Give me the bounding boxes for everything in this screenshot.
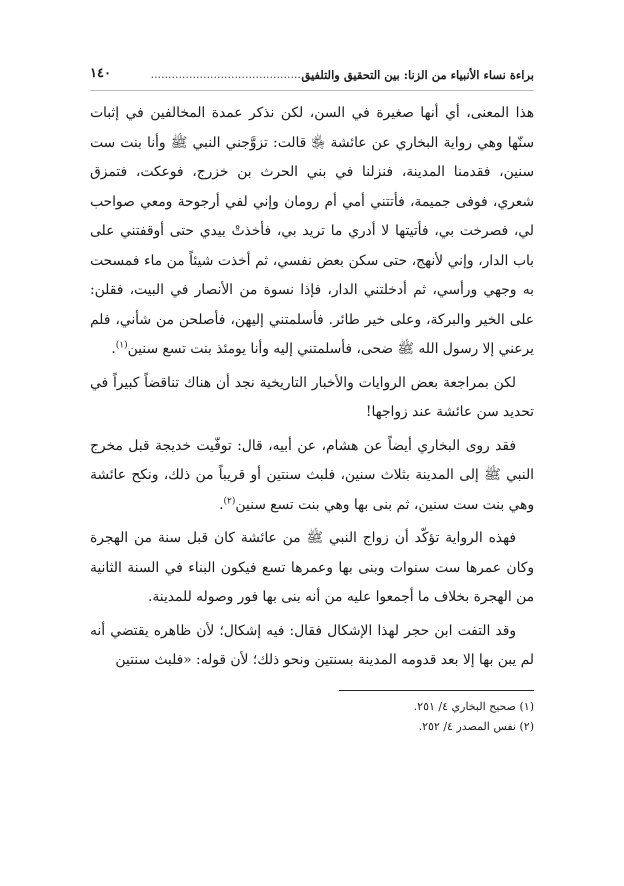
page-number: ١٤٠ xyxy=(90,66,111,81)
document-page xyxy=(90,60,534,737)
paragraph: لكن بمراجعة بعض الروايات والأخبار التاريخية نجد أن هناك تناقضاً كبيراً في تحديد سن عائشة عند زواجها! xyxy=(90,374,534,420)
footnote: (١) صحيح البخاري ٤/ ٢٥١. xyxy=(413,699,534,713)
footnote-ref[interactable]: (٢) xyxy=(223,495,236,506)
footnote-separator xyxy=(339,690,534,691)
paragraph: وقد التفت ابن حجر لهذا الإشكال فقال: فيه إشكال؛ لأن ظاهره يقتضي أنه لم يبن بها إلا بعد قدومه المدينة بسنتين ونحو ذلك؛ لأن قوله: «فلبث سنتين xyxy=(90,622,534,668)
paragraph: هذا المعنى، أي أنها صغيرة في السن، لكن نذكر عمدة المخالفين في إثبات سنّها وهي رواية البخاري عن عائشة ﵂ قالت: تزوَّجني النبي ﷺ وأنا بنت ست سنين، فقدمنا المدينة، فنزلنا في بني الحرث بن خزرج، فوعكت، فتمزق شعري، فوفى جميمة، فأتتني أمي أم رومان وإني لفي أرجوحة ومعي صواحب لي، فصرخت بي، فأتيتها لا أدري ما تريد بي، فأخذتْ بيدي حتى أوقفتني على باب الدار، وإني لأنهج، حتى سكن بعض نفسي، ثم أخذت شيئاً من ماء فمسحت به وجهي ورأسي، ثم أدخلتني الدار، فإذا نسوة من الأنصار في البيت، فقلن: على الخير والبركة، وعلى خير طائر. فأسلمتني إليهن، فأصلحن من شأني، فلم يرعني إلا رسول الله ﷺ ضحى، فأسلمتني إليه وأنا يومئذ بنت تسع سنين$^{(١)}$. xyxy=(90,105,534,357)
footnote-ref[interactable]: (١) xyxy=(115,340,128,351)
footnote: (٢) نفس المصدر ٤/ ٢٥٢. xyxy=(418,719,534,733)
leader-dots: ................................................ xyxy=(150,68,319,81)
paragraph: فقد روى البخاري أيضاً عن هشام، عن أبيه، قال: توفّيت خديجة قبل مخرج النبي ﷺ إلى المدينة بثلاث سنين، فلبث سنتين أو قريباً من ذلك، ونكح عائشة وهي بنت ست سنين، ثم بنى بها وهي بنت تسع سنين$^{(٢)}$. xyxy=(90,437,534,513)
running-title: براءة نساء الأنبياء من الزنا: بين التحقيق والتلفيق xyxy=(301,68,534,82)
running-header xyxy=(90,60,534,91)
footnotes xyxy=(90,697,534,737)
paragraph: فهذه الرواية تؤكّد أن زواج النبي ﷺ من عائشة كان قبل سنة من الهجرة وكان عمرها ست سنوات وبنى بها وعمرها تسع فيكون البناء في السنة الثانية من الهجرة بخلاف ما أجمعوا عليه من أنه بنى بها فور وصوله للمدينة. xyxy=(90,530,534,605)
body-text xyxy=(90,99,534,676)
